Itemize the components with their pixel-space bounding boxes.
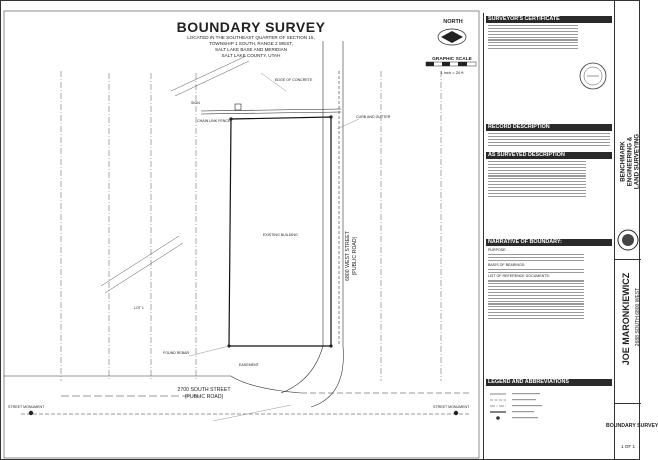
leader-lines: [189, 73, 359, 421]
drawing-title: BOUNDARY SURVEY: [176, 19, 326, 35]
basis-of-bearings-label: BASIS OF BEARINGS:: [488, 262, 526, 267]
section-header: NARRATIVE OF BOUNDARY:: [486, 239, 612, 246]
company-line: ENGINEERING &: [626, 136, 634, 187]
subtitle-line: LOCATED IN THE SOUTHEAST QUARTER OF SECTION 15,: [187, 35, 315, 40]
subtitle-line: SALT LAKE BASE AND MERIDIAN: [214, 47, 288, 52]
diagonal-easements: [101, 56, 249, 293]
narrative-text: [486, 254, 586, 261]
label-lot: LOT 1: [134, 306, 144, 310]
company-line: BENCHMARK: [619, 141, 627, 182]
label-street-monument-east: STREET MONUMENT: [433, 405, 470, 409]
label-curb-gutter: CURB AND GUTTER: [356, 115, 391, 119]
title-divider: [615, 403, 641, 404]
street-type: (PUBLIC ROAD): [184, 393, 224, 400]
subtitle-line: TOWNSHIP 1 SOUTH, RANGE 2 WEST,: [209, 41, 293, 46]
company-name: [620, 92, 641, 232]
street-label-6800-west: [345, 211, 358, 301]
basis-text: [486, 269, 586, 273]
as-surveyed-description-section: [486, 152, 612, 198]
north-arrow-icon: [438, 29, 466, 45]
section-header: LEGEND AND ABBREVIATIONS: [486, 379, 612, 386]
street-label-2700-south: [164, 387, 244, 400]
title-block: [606, 1, 658, 459]
street-type: (PUBLIC ROAD): [351, 236, 358, 276]
sheet-number: 1 OF 1: [620, 444, 636, 449]
company-line: LAND SURVEYING: [633, 133, 641, 190]
record-description-section: [486, 124, 612, 147]
reference-documents-label: LIST OF REFERENCE DOCUMENTS:: [488, 274, 550, 279]
label-easement: EASEMENT: [239, 363, 259, 367]
graphic-scale-bar: [426, 62, 476, 66]
surveyors-certificate-section: [486, 16, 612, 51]
surveyed-parcel: [229, 117, 331, 346]
subtitle-line: SALT LAKE COUNTY, UTAH: [221, 53, 281, 58]
surveyor-seal-icon: [578, 61, 608, 91]
purpose-label: PURPOSE:: [488, 248, 507, 252]
drawing-subtitle: [151, 35, 351, 59]
record-description-text: [486, 133, 612, 146]
monuments: [29, 115, 458, 415]
6800-west-road: [281, 41, 343, 407]
graphic-scale-label: GRAPHIC SCALE: [432, 57, 472, 62]
street-name: 2700 SOUTH STREET: [177, 387, 231, 393]
reference-text: [486, 280, 586, 319]
client-address: 2688 SOUTH 6800 WEST: [635, 287, 641, 347]
label-edge-of-concrete: EDGE OF CONCRETE: [275, 78, 313, 82]
narrative-section: [486, 239, 612, 321]
legend-symbols: [486, 386, 612, 426]
label-found-rebar: FOUND REBAR: [163, 351, 190, 355]
client-name: JOE MARONKIEWICZ: [621, 272, 631, 366]
label-chain-link-fence: CHAIN LINK FENCE: [197, 119, 231, 123]
street-name: 6800 WEST STREET: [345, 231, 351, 281]
section-header: AS SURVEYED DESCRIPTION: [486, 152, 612, 159]
section-header: SURVEYOR'S CERTIFICATE: [486, 16, 612, 23]
scale-note: 1 inch = 20 ft: [440, 70, 464, 75]
label-sign: SIGN: [191, 101, 200, 105]
as-surveyed-text: [486, 161, 588, 197]
sheet-title: BOUNDARY SURVEY: [606, 423, 658, 429]
label-street-monument-west: STREET MONUMENT: [8, 405, 45, 409]
legend-section: [486, 379, 612, 431]
north-label: NORTH: [443, 19, 463, 25]
section-header: RECORD DESCRIPTION: [486, 124, 612, 131]
north-frontage: [201, 104, 341, 114]
survey-drawing: [1, 1, 481, 459]
certificate-text: [486, 25, 580, 49]
notes-panel: [483, 13, 613, 459]
label-existing-building: EXISTING BUILDING: [263, 233, 298, 237]
